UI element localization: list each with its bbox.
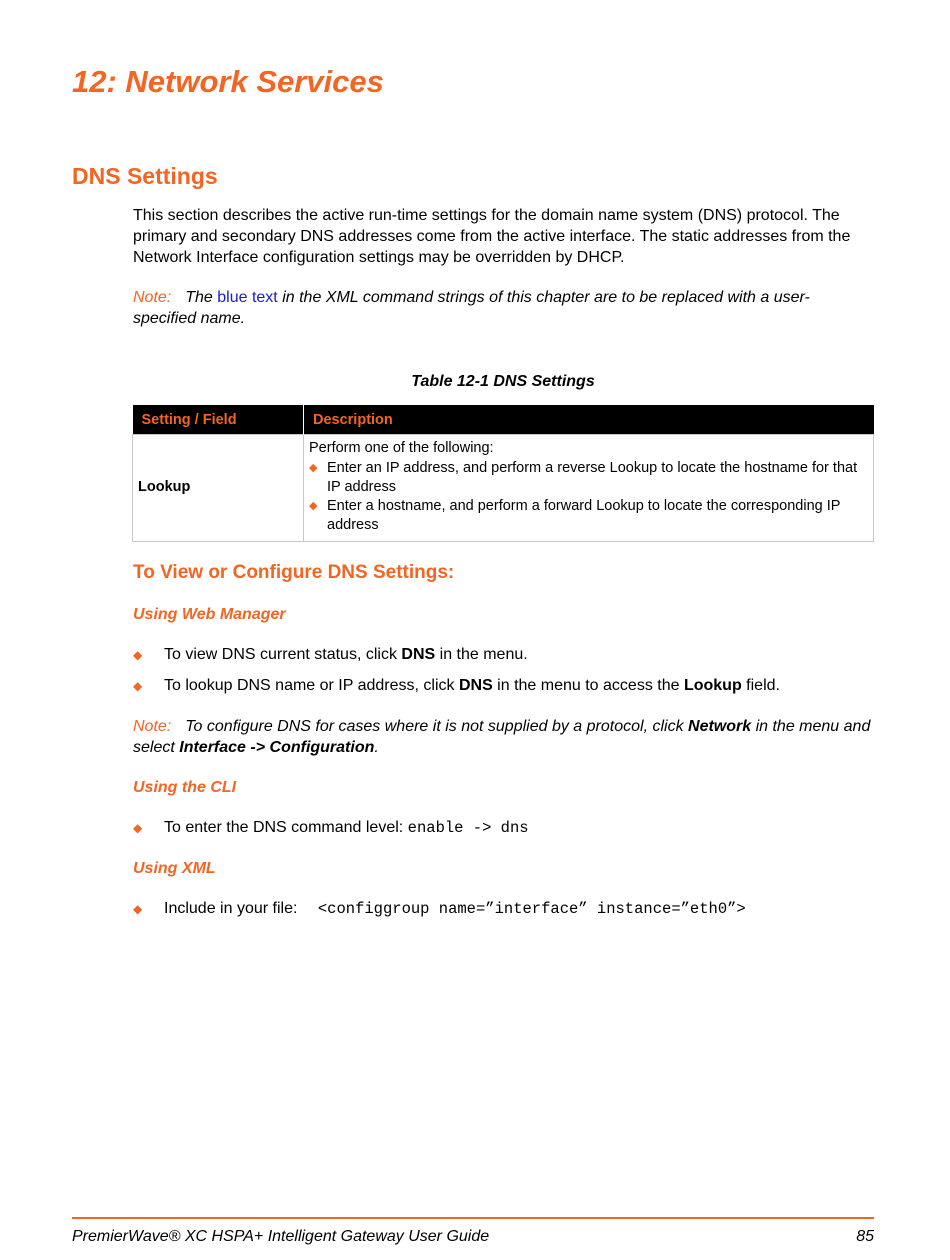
blue-text-sample: blue text xyxy=(217,289,278,306)
menu-path: Interface -> Configuration xyxy=(179,739,375,756)
web-manager-heading: Using Web Manager xyxy=(133,606,286,623)
footer-divider xyxy=(72,1217,874,1219)
cli-command: enable -> dns xyxy=(407,819,529,837)
note-text: in the menu and select xyxy=(133,718,871,756)
note-blue-text xyxy=(133,287,873,329)
list-item xyxy=(309,497,868,535)
bullet-text: field. xyxy=(741,677,780,694)
section-title: DNS Settings xyxy=(72,163,218,189)
note-label: Note: xyxy=(133,718,172,735)
web-manager-bullet-1 xyxy=(133,644,528,666)
footer-title: PremierWave® XC HSPA+ Intelligent Gateway User Guide xyxy=(72,1228,490,1245)
field-name: Lookup xyxy=(683,677,742,694)
diamond-bullet-icon: ◆ xyxy=(133,648,143,662)
description-list xyxy=(309,459,868,535)
note-text: To configure DNS for cases where it is not supplied by a protocol, click xyxy=(185,718,689,735)
bullet-text: To view DNS current status, click xyxy=(164,646,402,663)
menu-item-name: DNS xyxy=(458,677,493,694)
list-item-text: Enter an IP address, and perform a reverse Lookup to locate the hostname for that IP address xyxy=(327,460,858,495)
table-row xyxy=(133,435,874,542)
note-label: Note: xyxy=(133,289,172,306)
list-item-text: Enter a hostname, and perform a forward Lookup to locate the corresponding IP address xyxy=(327,498,841,533)
bullet-text: in the menu to access the xyxy=(492,677,684,694)
diamond-bullet-icon: ◆ xyxy=(133,902,143,916)
bullet-text: To lookup DNS name or IP address, click xyxy=(164,677,459,694)
page-number: 85 xyxy=(856,1228,874,1245)
dns-settings-table xyxy=(132,405,874,542)
menu-item-name: DNS xyxy=(401,646,436,663)
note-text: The xyxy=(185,289,218,306)
setting-cell: Lookup xyxy=(133,435,304,542)
bullet-text: in the menu. xyxy=(435,646,528,663)
diamond-bullet-icon: ◆ xyxy=(309,500,318,512)
diamond-bullet-icon: ◆ xyxy=(133,821,143,835)
table-header-row xyxy=(133,405,874,435)
table-caption: Table 12-1 DNS Settings xyxy=(411,373,595,390)
note-text: in the XML command strings of this chapter are to be replaced with a user-specified name. xyxy=(133,289,810,327)
list-item xyxy=(309,459,868,497)
intro-paragraph: This section describes the active run-time settings for the domain name system (DNS) protocol. The primary and secondary DNS addresses come from the active interface. The static addresses from the Network Interface configuration settings may be overridden by DHCP. xyxy=(133,207,851,266)
note-text: . xyxy=(374,739,379,756)
bullet-text: Include in your file: xyxy=(164,900,302,917)
menu-item-name: Network xyxy=(688,718,752,735)
xml-bullet xyxy=(133,898,746,920)
diamond-bullet-icon: ◆ xyxy=(133,679,143,693)
description-cell xyxy=(304,435,874,542)
configure-heading: To View or Configure DNS Settings: xyxy=(133,562,455,583)
cli-bullet xyxy=(133,817,529,839)
bullet-text: To enter the DNS command level: xyxy=(164,819,408,836)
table-header: Setting / Field xyxy=(133,405,304,435)
xml-code: <configgroup name=”interface” instance=”eth0”> xyxy=(317,900,746,918)
diamond-bullet-icon: ◆ xyxy=(309,462,318,474)
web-manager-bullet-2 xyxy=(133,675,780,697)
cli-heading: Using the CLI xyxy=(133,779,237,796)
note-configure xyxy=(133,716,873,758)
table-header: Description xyxy=(304,405,874,435)
description-lead: Perform one of the following: xyxy=(309,440,494,456)
chapter-title: 12: Network Services xyxy=(72,64,384,99)
xml-heading: Using XML xyxy=(133,860,216,877)
